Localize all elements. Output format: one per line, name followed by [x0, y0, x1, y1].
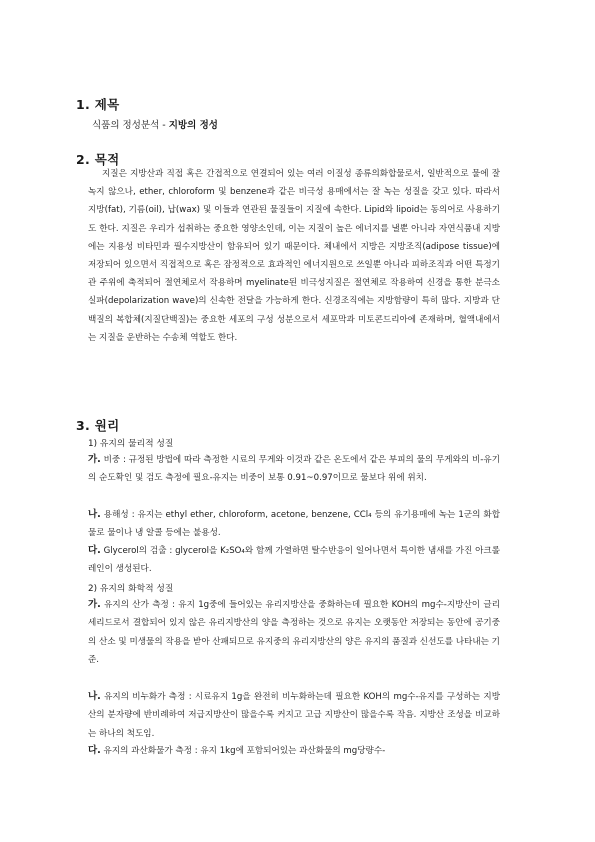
item-text: Glycerol의 검출 : glycerol을 K₂SO₄와 함께 가열하면 탈수반응이 일어나면서 특이한 냄새를 가진 아크롤레인이 생성된다. [88, 546, 500, 575]
title-line-prefix: 식품의 정성분석 - [92, 120, 169, 131]
item-text: 비중 : 규정된 방법에 따라 측정한 시료의 무게와 이것과 같은 온도에서 같은 부피의 물의 무게와의 비-유기의 순도확인 및 검도 측정에 필요-유지는 비중이 보통 0.91~0.97이므로 물보다 위에 위치. [88, 455, 500, 484]
purpose-paragraph: 지질은 지방산과 직접 혹은 간접적으로 연결되어 있는 여러 이질성 종류의화합물로서, 일반적으로 물에 잘 녹지 않으나, ether, chloroform 및 benzene과 같은 비극성 용매에서는 잘 녹는 성질을 갖고 있다. 따라서 지방(fat), 기름(oil), 납(wax) 및 이들과 연관된 물질들이 지질에 속한다. Lipid와 lipoid는 동의어로 사용하기도 한다. 지질은 우리가 섭취하는 중요한 영양소인데, 이는 지질이 높은 에너지를 낼뿐 아니라 자연식품내 지방에는 지용성 비타민과 필수지방산이 함유되어 있기 때문이다. 체내에서 지방은 지방조직(adipose tissue)에 저장되어 있으면서 직접적으로 혹은 잠정적으로 효과적인 에너지원으로 쓰일뿐 아니라 피하조직과 어떤 특정기관 주위에 축적되어 절연체로서 작용하며 myelinate된 비극성지질은 절연체로 작용하여 신경을 통한 분극소실파(depolarization wave)의 신속한 전달을 가능하게 한다. 신경조직에는 지방함량이 특히 많다. 지방과 단백질의 복합체(지질단백질)는 중요한 세포의 구성 성분으로서 세포막과 미토콘드리아에 존재하며, 혈액내에서는 지질을 운반하는 수송체 역할도 한다. [88, 169, 500, 343]
title-line-bold: 지방의 정성 [168, 120, 218, 131]
item-text: 유지의 과산화물가 측정 : 유지 1kg에 포함되어있는 과산화물의 mg당량수- [100, 746, 386, 756]
item-label: 다. [88, 745, 101, 756]
physical-properties-heading: 1) 유지의 물리적 성질 [88, 439, 174, 449]
chemical-item-saponification [88, 688, 500, 743]
chemical-item-peroxide [88, 742, 500, 760]
chemical-item-acid-value [88, 596, 500, 669]
item-text: 유지의 산가 측정 : 유지 1g중에 들어있는 유리지방산을 중화하는데 필요한 KOH의 mg수-지방산이 글리세리드로서 결합되어 있지 않은 유리지방산의 양을 측정하는 것으로 유지는 오랫동안 저장되는 동안에 공기중의 산소 및 미생물의 작용을 받아 산패되므로 유지중의 유리지방산의 양은 유지의 품질과 신선도를 나타내는 기준. [88, 600, 500, 665]
item-label: 나. [88, 509, 101, 520]
title-line [92, 117, 218, 131]
item-text: 용해성 : 유지는 ethyl ether, chloroform, acetone, benzene, CCl₄ 등의 유기용매에 녹는 1군의 화합물로 물이나 냉 알콜 등에는 불용성. [88, 510, 500, 539]
physical-item-solubility [88, 506, 500, 543]
section-purpose-heading: 2. 목적 [76, 152, 120, 167]
physical-item-glycerol [88, 542, 500, 579]
item-text: 유지의 비누화가 측정 : 시료유지 1g을 완전히 비누화하는데 필요한 KOH의 mg수-유지를 구성하는 지방산의 분자량에 반비례하여 저급지방산이 많을수록 커지고 고급 지방산이 많을수록 작음. 지방산 조성을 비교하는 하나의 척도임. [88, 692, 500, 739]
section-title-heading: 1. 제목 [76, 97, 120, 112]
chemical-properties-heading: 2) 유지의 화학적 성질 [88, 584, 174, 594]
section-principle-heading: 3. 원리 [76, 418, 120, 433]
item-label: 다. [88, 545, 101, 556]
physical-item-specific-gravity [88, 451, 500, 488]
item-label: 가. [88, 454, 101, 465]
item-label: 나. [88, 691, 101, 702]
item-label: 가. [88, 599, 101, 610]
